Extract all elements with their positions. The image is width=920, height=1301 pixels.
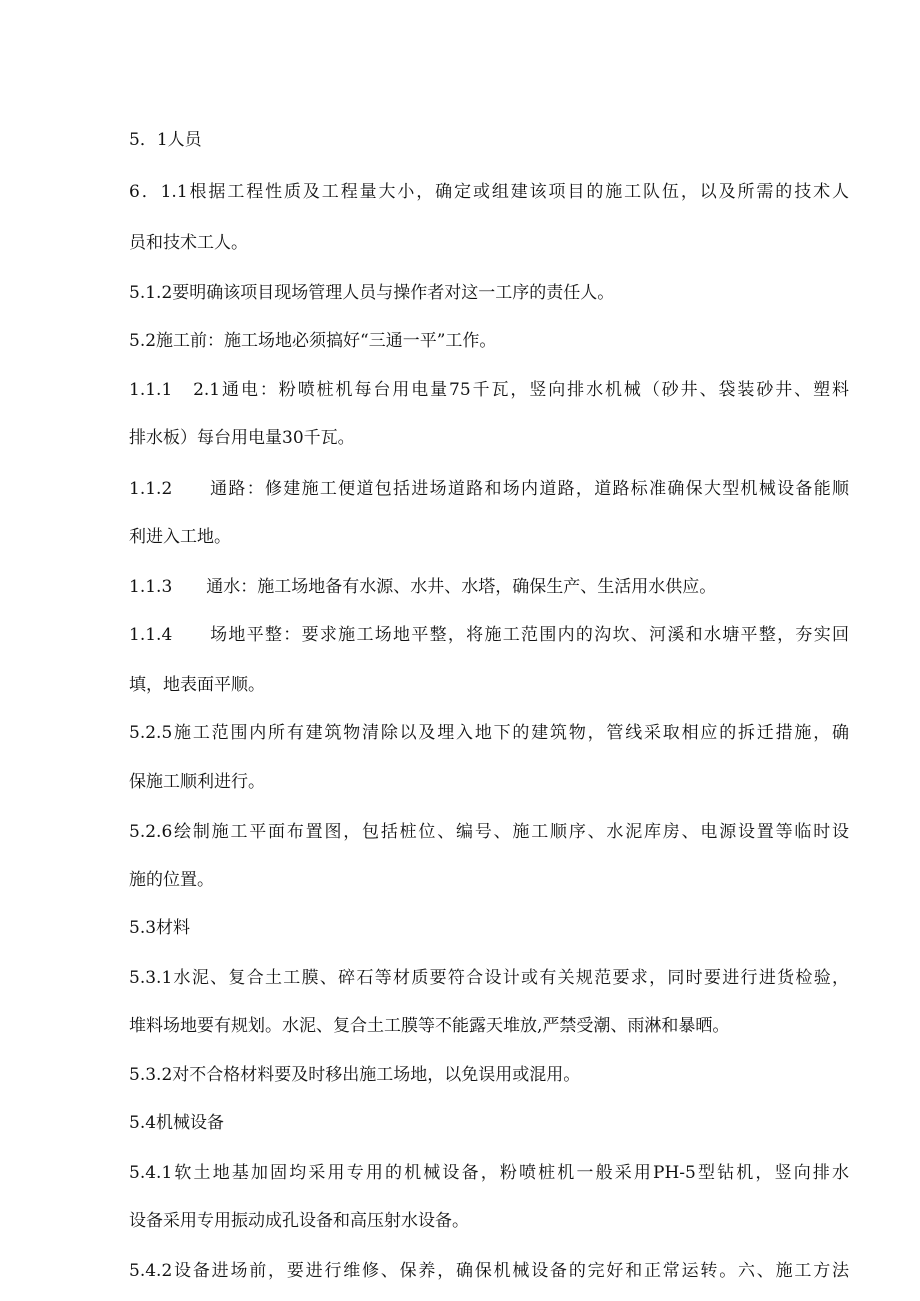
paragraph-line: 5.3.1水泥、复合土工膜、碎石等材质要符合设计或有关规范要求，同时要进行进货检验， xyxy=(129,968,849,988)
paragraph-line: 排水板）每台用电量30千瓦。 xyxy=(129,428,355,448)
paragraph-line: 保施工顺利进行。 xyxy=(129,772,265,792)
paragraph-line: 5.4.2设备进场前，要进行维修、保养，确保机械设备的完好和正常运转。六、施工方法 xyxy=(129,1261,849,1281)
paragraph-line: 1.1.1 2.1通电：粉喷桩机每台用电量75千瓦，竖向排水机械（砂井、袋装砂井、塑料 xyxy=(129,380,849,400)
paragraph-line: 5.2.6绘制施工平面布置图，包括桩位、编号、施工顺序、水泥库房、电源设置等临时设 xyxy=(129,822,849,842)
paragraph-line: 6．1.1根据工程性质及工程量大小，确定或组建该项目的施工队伍，以及所需的技术人 xyxy=(129,182,849,202)
paragraph-line: 5.1.2要明确该项目现场管理人员与操作者对这一工序的责任人。 xyxy=(129,283,615,303)
paragraph-line: 利进入工地。 xyxy=(129,527,231,547)
section-heading: 5.3材料 xyxy=(129,918,191,938)
section-heading: 5.4机械设备 xyxy=(129,1113,225,1133)
paragraph-line: 设备采用专用振动成孔设备和高压射水设备。 xyxy=(129,1211,469,1231)
section-heading: 5.2施工前：施工场地必须搞好“三通一平”工作。 xyxy=(129,331,497,351)
paragraph-line: 施的位置。 xyxy=(129,870,214,890)
paragraph-line: 堆料场地要有规划。水泥、复合土工膜等不能露天堆放,严禁受潮、雨淋和暴晒。 xyxy=(129,1016,730,1036)
paragraph-line: 1.1.4 场地平整：要求施工场地平整，将施工范围内的沟坎、河溪和水塘平整，夯实回 xyxy=(129,625,849,645)
paragraph-line: 5.2.5施工范围内所有建筑物清除以及埋入地下的建筑物，管线采取相应的拆迁措施，确 xyxy=(129,723,849,743)
paragraph-line: 1.1.2 通路：修建施工便道包括进场道路和场内道路，道路标准确保大型机械设备能顺 xyxy=(129,479,849,499)
paragraph-line: 1.1.3 通水：施工场地备有水源、水井、水塔，确保生产、生活用水供应。 xyxy=(129,577,717,597)
paragraph-line: 员和技术工人。 xyxy=(129,233,248,253)
paragraph-line: 填，地表面平顺。 xyxy=(129,675,265,695)
paragraph-line: 5.3.2对不合格材料要及时移出施工场地，以免误用或混用。 xyxy=(129,1065,581,1085)
section-heading: 5．1人员 xyxy=(129,130,202,150)
paragraph-line: 5.4.1软土地基加固均采用专用的机械设备，粉喷桩机一般采用PH-5型钻机，竖向排水 xyxy=(129,1163,849,1183)
